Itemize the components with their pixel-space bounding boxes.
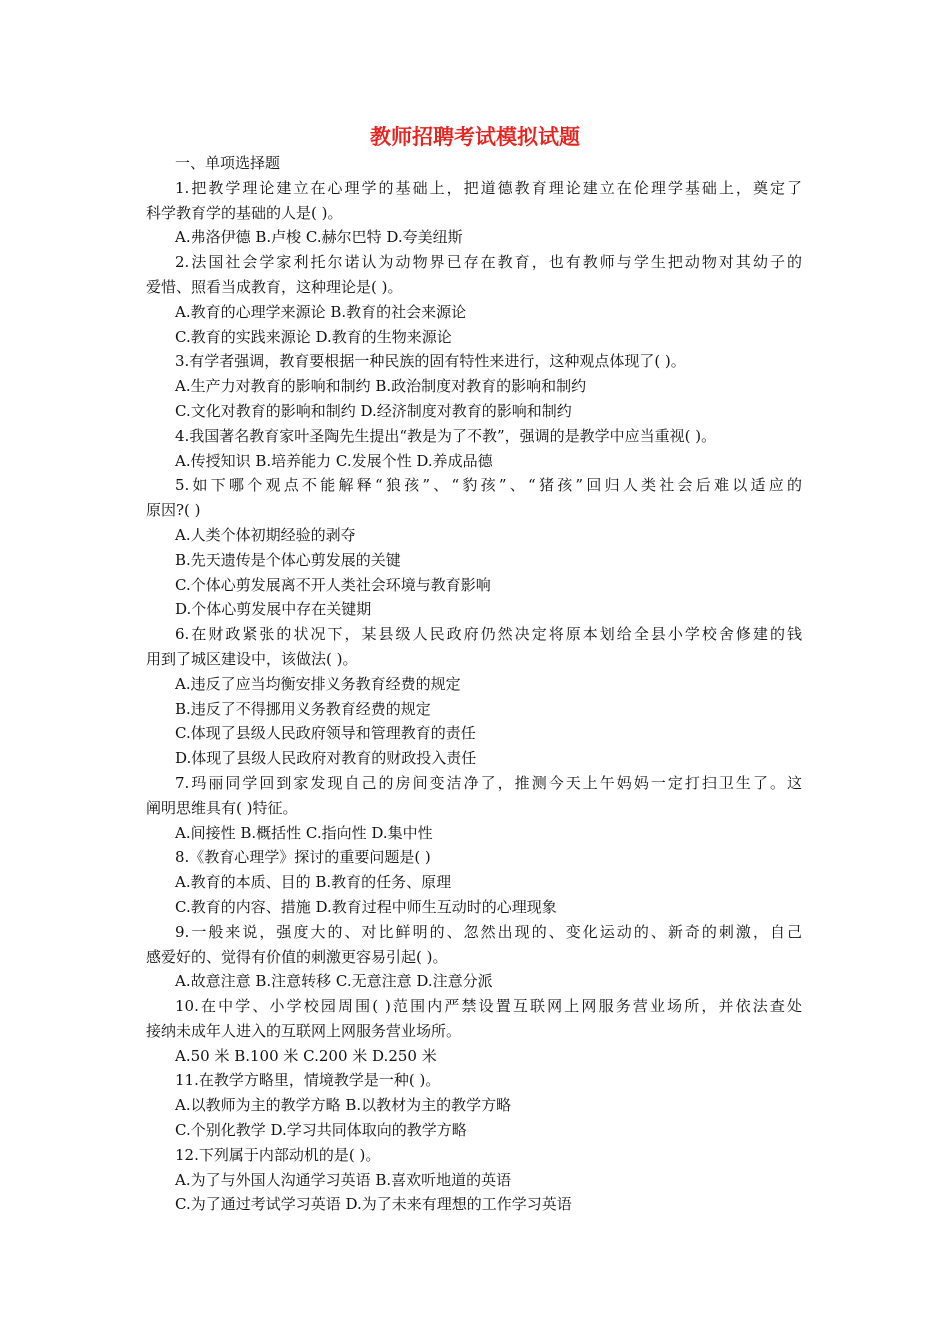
question-2-options: C.教育的实践来源论 D.教育的生物来源论 [175, 327, 452, 346]
question-11-text: 11.在教学方略里，情境教学是一种( )。 [175, 1071, 441, 1090]
question-7-options: A.间接性 B.概括性 C.指向性 D.集中性 [175, 823, 433, 842]
question-8-options: A.教育的本质、目的 B.教育的任务、原理 [175, 873, 452, 892]
question-9-text-cont: 感爱好的、觉得有价值的刺激更容易引起( )。 [146, 947, 448, 966]
question-6-text: 6.在财政紧张的状况下，某县级人民政府仍然决定将原本划给全县小学校舍修建的钱 [175, 625, 802, 644]
question-6-option-b: B.违反了不得挪用义务教育经费的规定 [175, 699, 431, 718]
question-12-options: C.为了通过考试学习英语 D.为了未来有理想的工作学习英语 [175, 1195, 572, 1214]
document-title: 教师招聘考试模拟试题 [370, 125, 580, 149]
question-3-text: 3.有学者强调，教育要根据一种民族的固有特性来进行，这种观点体现了( )。 [175, 352, 686, 371]
question-4-text: 4.我国著名教育家叶圣陶先生提出“教是为了不教”，强调的是教学中应当重视( )。 [175, 426, 717, 445]
question-3-options: A.生产力对教育的影响和制约 B.政治制度对教育的影响和制约 [175, 377, 587, 396]
section-heading: 一、单项选择题 [175, 154, 281, 172]
question-6-option-d: D.体现了县级人民政府对教育的财政投入责任 [175, 749, 477, 768]
question-5-option-c: C.个体心剪发展离不开人类社会环境与教育影响 [175, 575, 491, 594]
question-5-text-cont: 原因?( ) [146, 501, 201, 520]
question-1-text-cont: 科学教育学的基础的人是( )。 [146, 203, 343, 222]
question-2-text: 2.法国社会学家利托尔诺认为动物界已存在教育，也有教师与学生把动物对其幼子的 [175, 253, 802, 272]
question-list [146, 151, 802, 1217]
question-3-options: C.文化对教育的影响和制约 D.经济制度对教育的影响和制约 [175, 401, 572, 420]
question-10-options: A.50 米 B.100 米 C.200 米 D.250 米 [175, 1046, 437, 1065]
question-7-text-cont: 阐明思维具有( )特征。 [146, 798, 298, 817]
question-10-text: 10.在中学、小学校园周围( )范围内严禁设置互联网上网服务营业场所，并依法查处 [175, 997, 802, 1016]
question-8-options: C.教育的内容、措施 D.教育过程中师生互动时的心理现象 [175, 897, 557, 916]
question-9-options: A.故意注意 B.注意转移 C.无意注意 D.注意分派 [175, 972, 493, 991]
question-12-text: 12.下列属于内部动机的是( )。 [175, 1145, 381, 1164]
question-5-text: 5.如下哪个观点不能解释“狼孩”、“豹孩”、“猪孩”回归人类社会后难以适应的 [175, 476, 802, 495]
question-6-text-cont: 用到了城区建设中，该做法( )。 [146, 649, 358, 668]
question-2-options: A.教育的心理学来源论 B.教育的社会来源论 [175, 302, 467, 321]
question-5-option-d: D.个体心剪发展中存在关键期 [175, 600, 372, 619]
question-11-options: A.以教师为主的教学方略 B.以教材为主的教学方略 [175, 1096, 512, 1115]
question-2-text-cont: 爱惜、照看当成教育，这种理论是( )。 [146, 277, 403, 296]
question-5-option-b: B.先天遗传是个体心剪发展的关键 [175, 550, 401, 569]
question-7-text: 7.玛丽同学回到家发现自己的房间变洁净了，推测今天上午妈妈一定打扫卫生了。这 [175, 773, 802, 792]
question-12-options: A.为了与外国人沟通学习英语 B.喜欢听地道的英语 [175, 1170, 512, 1189]
question-8-text: 8.《教育心理学》探讨的重要问题是( ) [175, 848, 431, 867]
question-5-option-a: A.人类个体初期经验的剥夺 [175, 525, 356, 544]
question-11-options: C.个别化教学 D.学习共同体取向的教学方略 [175, 1121, 467, 1140]
question-6-option-a: A.违反了应当均衡安排义务教育经费的规定 [175, 674, 461, 693]
question-4-options: A.传授知识 B.培养能力 C.发展个性 D.养成品德 [175, 451, 493, 470]
question-1-text: 1.把教学理论建立在心理学的基础上，把道德教育理论建立在伦理学基础上，奠定了 [175, 178, 802, 197]
question-1-options: A.弗洛伊德 B.卢梭 C.赫尔巴特 D.夸美纽斯 [175, 228, 463, 247]
question-9-text: 9.一般来说，强度大的、对比鲜明的、忽然出现的、变化运动的、新奇的刺激，自己 [175, 922, 802, 941]
question-6-option-c: C.体现了县级人民政府领导和管理教育的责任 [175, 724, 476, 743]
question-10-text-cont: 接纳未成年人进入的互联网上网服务营业场所。 [146, 1021, 462, 1040]
